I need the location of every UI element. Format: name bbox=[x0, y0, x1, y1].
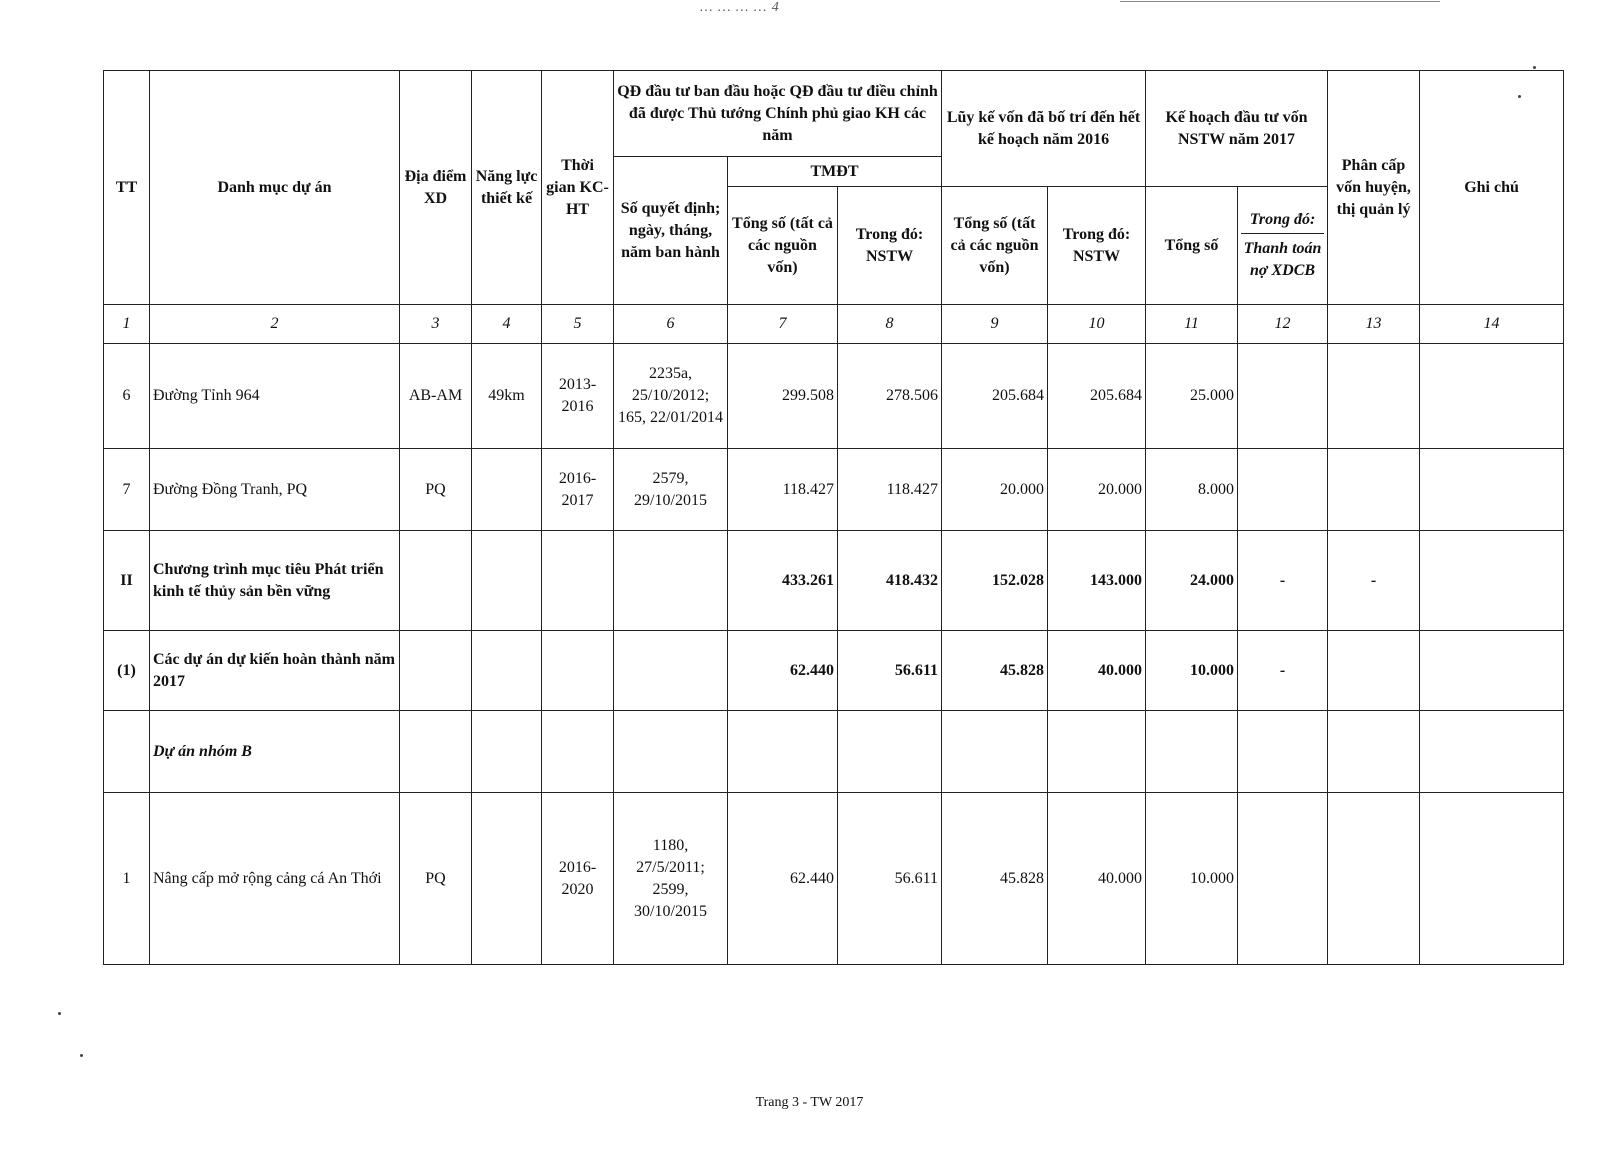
col-number: 7 bbox=[728, 305, 838, 344]
col-number: 2 bbox=[150, 305, 400, 344]
col-group-tmdt: TMĐT bbox=[728, 157, 942, 187]
col-number: 6 bbox=[614, 305, 728, 344]
col-number: 12 bbox=[1238, 305, 1328, 344]
cell-phan-cap bbox=[1328, 449, 1420, 531]
cell-tmdt-tong: 118.427 bbox=[728, 449, 838, 531]
cell-phan-cap: - bbox=[1328, 531, 1420, 631]
col-group-luy-ke: Lũy kế vốn đã bố trí đến hết kế hoạch năm 2016 bbox=[942, 71, 1146, 187]
col-luyke-nstw: Trong đó: NSTW bbox=[1048, 187, 1146, 305]
cell-thoi-gian: 2016-2017 bbox=[542, 449, 614, 531]
cell-luyke-nstw bbox=[1048, 711, 1146, 793]
col-number: 8 bbox=[838, 305, 942, 344]
cell-tmdt-nstw: 56.611 bbox=[838, 793, 942, 965]
cell-dia-diem bbox=[400, 531, 472, 631]
cell-kh-tong: 24.000 bbox=[1146, 531, 1238, 631]
cell-quyet-dinh: 1180, 27/5/2011; 2599, 30/10/2015 bbox=[614, 793, 728, 965]
cell-luyke-nstw: 205.684 bbox=[1048, 344, 1146, 449]
cell-ghi-chu bbox=[1420, 711, 1564, 793]
cell-luyke-nstw: 40.000 bbox=[1048, 631, 1146, 711]
table-row bbox=[104, 793, 1564, 965]
cell-name: Chương trình mục tiêu Phát triển kinh tế thủy sản bền vững bbox=[150, 531, 400, 631]
cell-tmdt-tong: 62.440 bbox=[728, 631, 838, 711]
col-number: 13 bbox=[1328, 305, 1420, 344]
cell-ghi-chu bbox=[1420, 631, 1564, 711]
cell-phan-cap bbox=[1328, 631, 1420, 711]
cell-dia-diem: AB-AM bbox=[400, 344, 472, 449]
cell-tmdt-tong: 433.261 bbox=[728, 531, 838, 631]
col-number: 11 bbox=[1146, 305, 1238, 344]
col-tmdt-nstw: Trong đó: NSTW bbox=[838, 187, 942, 305]
col-tt: TT bbox=[104, 71, 150, 305]
cell-kh-no bbox=[1238, 711, 1328, 793]
col-danh-muc: Danh mục dự án bbox=[150, 71, 400, 305]
cell-quyet-dinh bbox=[614, 531, 728, 631]
cell-kh-tong: 10.000 bbox=[1146, 793, 1238, 965]
table-row-subsection bbox=[104, 631, 1564, 711]
cell-tmdt-nstw: 278.506 bbox=[838, 344, 942, 449]
cell-kh-tong: 25.000 bbox=[1146, 344, 1238, 449]
col-ghi-chu: Ghi chú bbox=[1420, 71, 1564, 305]
cell-phan-cap bbox=[1328, 793, 1420, 965]
cell-tt: 7 bbox=[104, 449, 150, 531]
cell-kh-no: - bbox=[1238, 631, 1328, 711]
col-dia-diem: Địa điểm XD bbox=[400, 71, 472, 305]
cell-quyet-dinh: 2235a, 25/10/2012; 165, 22/01/2014 bbox=[614, 344, 728, 449]
cell-tmdt-nstw: 418.432 bbox=[838, 531, 942, 631]
cell-luyke-tong bbox=[942, 711, 1048, 793]
column-number-row bbox=[104, 305, 1564, 344]
investment-plan-table bbox=[103, 70, 1564, 965]
cell-nang-luc bbox=[472, 793, 542, 965]
cell-dia-diem: PQ bbox=[400, 793, 472, 965]
col-number: 14 bbox=[1420, 305, 1564, 344]
cell-dia-diem bbox=[400, 631, 472, 711]
trong-do-label: Trong đó: bbox=[1241, 209, 1324, 234]
cell-kh-no bbox=[1238, 344, 1328, 449]
col-number: 1 bbox=[104, 305, 150, 344]
col-number: 5 bbox=[542, 305, 614, 344]
cell-luyke-nstw: 40.000 bbox=[1048, 793, 1146, 965]
col-phan-cap: Phân cấp vốn huyện, thị quản lý bbox=[1328, 71, 1420, 305]
cell-kh-no bbox=[1238, 793, 1328, 965]
scan-speck bbox=[58, 1012, 61, 1015]
cell-dia-diem bbox=[400, 711, 472, 793]
cell-tt: 6 bbox=[104, 344, 150, 449]
cell-dia-diem: PQ bbox=[400, 449, 472, 531]
cell-phan-cap bbox=[1328, 711, 1420, 793]
cell-name: Đường Tỉnh 964 bbox=[150, 344, 400, 449]
page-footer: Trang 3 - TW 2017 bbox=[755, 1095, 864, 1110]
cell-ghi-chu bbox=[1420, 531, 1564, 631]
cell-tt: 1 bbox=[104, 793, 150, 965]
col-kh-tong: Tổng số bbox=[1146, 187, 1238, 305]
col-number: 10 bbox=[1048, 305, 1146, 344]
cell-thoi-gian: 2013-2016 bbox=[542, 344, 614, 449]
col-tmdt-tong: Tổng số (tất cả các nguồn vốn) bbox=[728, 187, 838, 305]
scan-speck bbox=[80, 1054, 83, 1057]
cell-tmdt-nstw: 56.611 bbox=[838, 631, 942, 711]
cell-tt bbox=[104, 711, 150, 793]
cell-tmdt-nstw bbox=[838, 711, 942, 793]
cell-kh-tong: 8.000 bbox=[1146, 449, 1238, 531]
cell-luyke-nstw: 20.000 bbox=[1048, 449, 1146, 531]
cell-kh-no bbox=[1238, 449, 1328, 531]
col-group-ke-hoach: Kế hoạch đầu tư vốn NSTW năm 2017 bbox=[1146, 71, 1328, 187]
cell-nang-luc bbox=[472, 631, 542, 711]
col-number: 9 bbox=[942, 305, 1048, 344]
cell-luyke-nstw: 143.000 bbox=[1048, 531, 1146, 631]
cell-luyke-tong: 205.684 bbox=[942, 344, 1048, 449]
table-row bbox=[104, 449, 1564, 531]
cell-luyke-tong: 152.028 bbox=[942, 531, 1048, 631]
cell-ghi-chu bbox=[1420, 793, 1564, 965]
scan-speck bbox=[1533, 66, 1536, 69]
cell-nang-luc bbox=[472, 711, 542, 793]
cell-name: Nâng cấp mở rộng cảng cá An Thới bbox=[150, 793, 400, 965]
cell-name: Các dự án dự kiến hoàn thành năm 2017 bbox=[150, 631, 400, 711]
cell-tmdt-tong: 299.508 bbox=[728, 344, 838, 449]
cell-luyke-tong: 20.000 bbox=[942, 449, 1048, 531]
table-row bbox=[104, 344, 1564, 449]
col-kh-trong-do bbox=[1238, 187, 1328, 305]
table-row-section bbox=[104, 531, 1564, 631]
cell-kh-tong bbox=[1146, 711, 1238, 793]
cell-thoi-gian: 2016-2020 bbox=[542, 793, 614, 965]
cell-kh-no: - bbox=[1238, 531, 1328, 631]
cell-nang-luc bbox=[472, 449, 542, 531]
cell-thoi-gian bbox=[542, 711, 614, 793]
cell-nang-luc bbox=[472, 531, 542, 631]
col-group-qd: QĐ đầu tư ban đầu hoặc QĐ đầu tư điều chỉnh đã được Thủ tướng Chính phủ giao KH các năm bbox=[614, 71, 942, 157]
cell-name: Đường Đồng Tranh, PQ bbox=[150, 449, 400, 531]
cell-name: Dự án nhóm B bbox=[150, 711, 400, 793]
cell-thoi-gian bbox=[542, 631, 614, 711]
cell-tmdt-tong: 62.440 bbox=[728, 793, 838, 965]
cell-thoi-gian bbox=[542, 531, 614, 631]
top-rule bbox=[1120, 1, 1440, 2]
cell-luyke-tong: 45.828 bbox=[942, 793, 1048, 965]
cell-kh-tong: 10.000 bbox=[1146, 631, 1238, 711]
cell-phan-cap bbox=[1328, 344, 1420, 449]
scan-mark: … … … … 4 bbox=[700, 0, 780, 15]
cell-ghi-chu bbox=[1420, 449, 1564, 531]
cell-nang-luc: 49km bbox=[472, 344, 542, 449]
cell-tmdt-tong bbox=[728, 711, 838, 793]
table-row-group bbox=[104, 711, 1564, 793]
col-nang-luc: Năng lực thiết kế bbox=[472, 71, 542, 305]
col-thoi-gian: Thời gian KC-HT bbox=[542, 71, 614, 305]
cell-quyet-dinh: 2579, 29/10/2015 bbox=[614, 449, 728, 531]
col-so-quyet-dinh: Số quyết định; ngày, tháng, năm ban hành bbox=[614, 157, 728, 305]
cell-ghi-chu bbox=[1420, 344, 1564, 449]
col-luyke-tong: Tổng số (tất cả các nguồn vốn) bbox=[942, 187, 1048, 305]
cell-tt: (1) bbox=[104, 631, 150, 711]
cell-luyke-tong: 45.828 bbox=[942, 631, 1048, 711]
cell-tmdt-nstw: 118.427 bbox=[838, 449, 942, 531]
col-number: 3 bbox=[400, 305, 472, 344]
cell-quyet-dinh bbox=[614, 631, 728, 711]
cell-tt: II bbox=[104, 531, 150, 631]
thanh-toan-no-label: Thanh toán nợ XDCB bbox=[1243, 240, 1322, 279]
col-number: 4 bbox=[472, 305, 542, 344]
cell-quyet-dinh bbox=[614, 711, 728, 793]
